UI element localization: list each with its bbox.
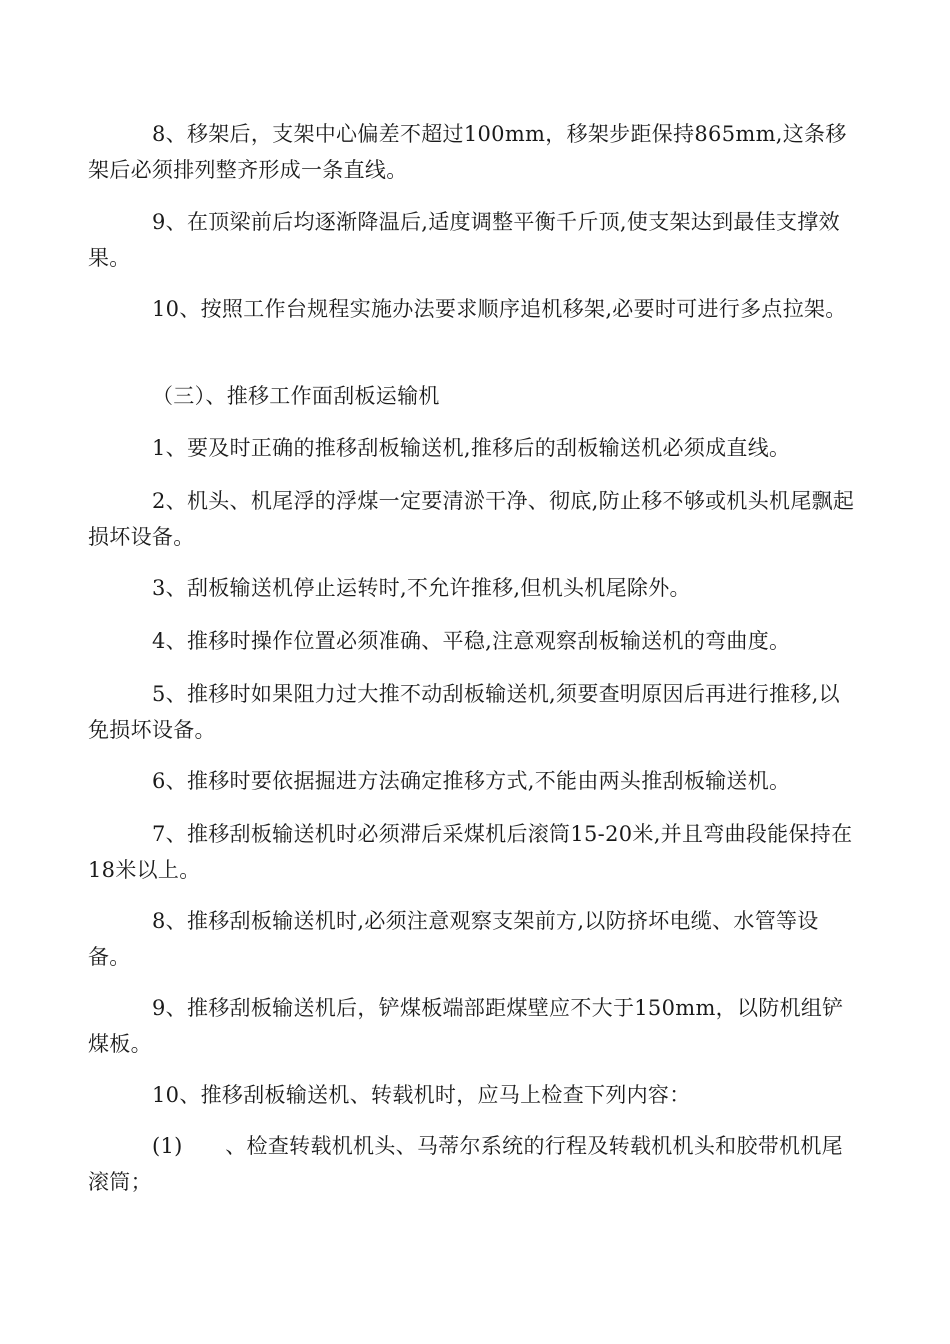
paragraph-item-3: 3、刮板输送机停止运转时,不允许推移,但机头机尾除外。	[152, 576, 691, 600]
paragraph-item-7: 7、推移刮板输送机时必须滞后采煤机后滚筒15-20米,并且弯曲段能保持在18米以上。	[88, 822, 853, 882]
paragraph-item-10-follow-machine: 10、按照工作台规程实施办法要求顺序追机移架,必要时可进行多点拉架。	[152, 297, 847, 321]
paragraph-item-5: 5、推移时如果阻力过大推不动刮板输送机,须要查明原因后再进行推移,以免损坏设备。	[88, 682, 840, 742]
section-heading-conveyor: （三）、推移工作面刮板运输机	[152, 384, 440, 408]
paragraph-item-8-support-move: 8、移架后，支架中心偏差不超过100mm，移架步距保持865mm,这条移架后必须排列整齐形成一条直线。	[88, 122, 847, 182]
paragraph-item-2: 2、机头、机尾浮的浮煤一定要清淤干净、彻底,防止移不够或机头机尾飘起损坏设备。	[88, 489, 855, 549]
paragraph-item-6: 6、推移时要依据掘进方法确定推移方式,不能由两头推刮板输送机。	[152, 769, 791, 793]
paragraph-item-9-top-beam: 9、在顶梁前后均逐渐降温后,适度调整平衡千斤顶,使支架达到最佳支撑效果。	[88, 210, 840, 270]
paragraph-item-9: 9、推移刮板输送机后，铲煤板端部距煤壁应不大于150mm，以防机组铲煤板。	[88, 996, 844, 1056]
paragraph-item-1: 1、要及时正确的推移刮板输送机,推移后的刮板输送机必须成直线。	[152, 436, 791, 460]
paragraph-item-4: 4、推移时操作位置必须准确、平稳,注意观察刮板输送机的弯曲度。	[152, 629, 791, 653]
paragraph-item-8: 8、推移刮板输送机时,必须注意观察支架前方,以防挤坏电缆、水管等设备。	[88, 909, 819, 969]
paragraph-item-10: 10、推移刮板输送机、转载机时，应马上检查下列内容：	[152, 1083, 691, 1107]
paragraph-subitem-1: (1) 、检查转载机机头、马蒂尔系统的行程及转载机机头和胶带机机尾滚筒；	[88, 1134, 843, 1194]
